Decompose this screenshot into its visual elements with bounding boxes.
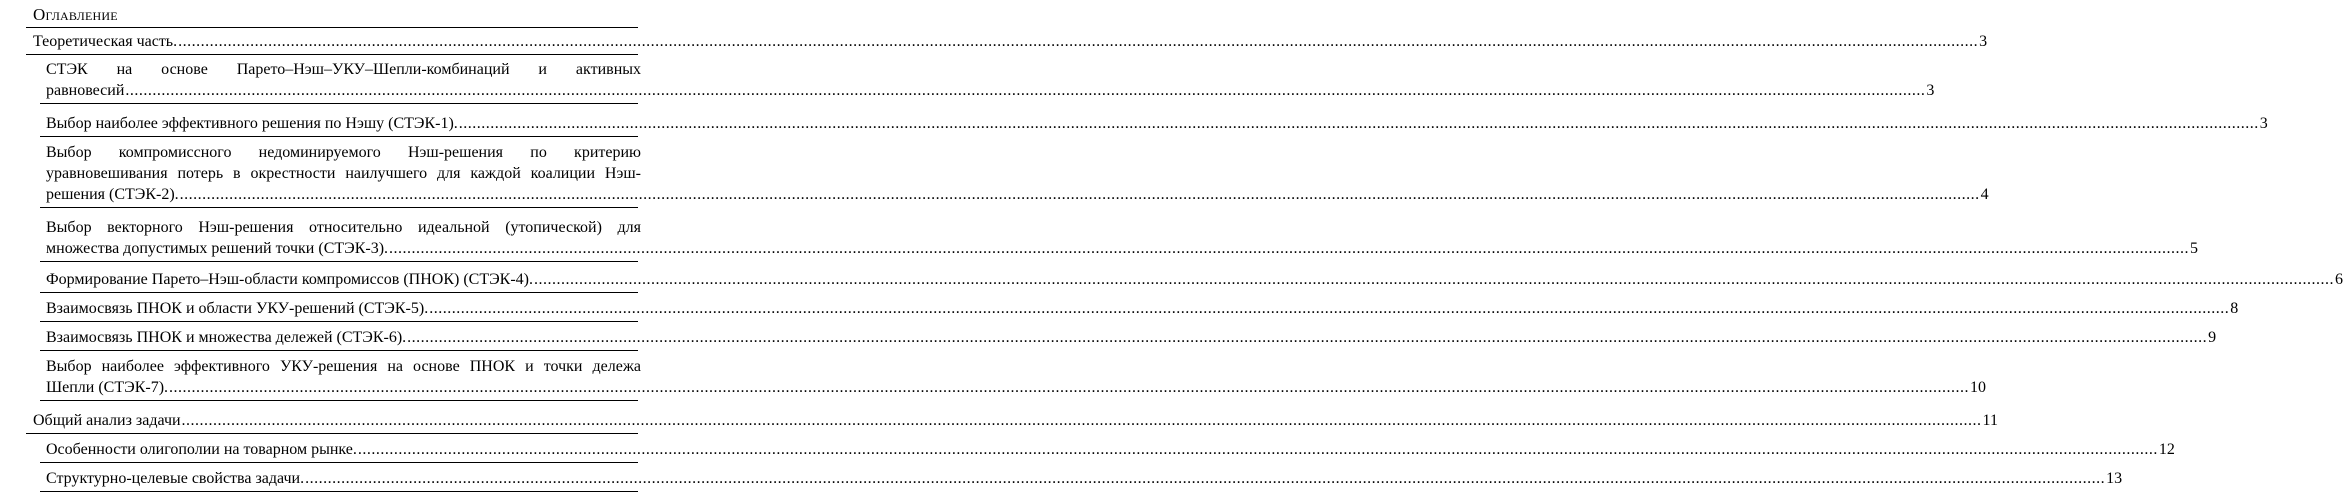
toc-entry-title: Теоретическая часть. — [33, 33, 178, 50]
toc-entry[interactable] — [46, 113, 2268, 134]
toc-entry-title: Выбор наиболее эффективного решения по Нэшу (СТЭК-1). — [46, 115, 458, 132]
toc-page-number: 5 — [2190, 240, 2199, 257]
toc-leader-dots: ................................................................................................................................................................................................................................................................................................................................................................................................................ — [389, 240, 2190, 257]
toc-entry-line: Выбор векторного Нэш-решения относительно идеальной (утопической) для — [46, 219, 641, 236]
toc-page-number: 11 — [1982, 412, 1998, 429]
toc-entry-last-line — [46, 468, 2123, 489]
toc-entry-line: Выбор компромиссного недоминируемого Нэш-решения по критерию — [46, 144, 641, 161]
toc-entry-last-line — [46, 439, 2175, 460]
toc-entry[interactable] — [33, 31, 1988, 52]
toc-leader-dots: ................................................................................................................................................................................................................................................................................................................................................................................................................ — [357, 441, 2158, 458]
toc-entry-last-line — [33, 31, 1988, 52]
toc-entry[interactable] — [46, 356, 1987, 398]
toc-page-number: 10 — [1970, 379, 1987, 396]
toc-page-number: 3 — [1979, 33, 1988, 50]
toc-entry-separator — [40, 261, 638, 262]
toc-entry[interactable] — [33, 410, 1998, 431]
toc-entry-last-line — [46, 377, 1987, 398]
toc-page-number: 9 — [2208, 329, 2217, 346]
toc-page-number: 13 — [2106, 470, 2123, 487]
toc-entry-separator — [40, 350, 638, 351]
toc-leader-dots: ................................................................................................................................................................................................................................................................................................................................................................................................................ — [181, 412, 1982, 429]
toc-entry[interactable] — [46, 298, 2239, 319]
toc-leader-dots: ................................................................................................................................................................................................................................................................................................................................................................................................................ — [305, 470, 2106, 487]
toc-page-number: 3 — [1926, 82, 1935, 99]
toc-entry-separator — [40, 491, 638, 492]
toc-page-number: 6 — [2335, 271, 2343, 288]
toc-entry-line: уравновешивания потерь в окрестности наилучшего для каждой коалиции Нэш- — [46, 165, 641, 182]
toc-leader-dots: ................................................................................................................................................................................................................................................................................................................................................................................................................ — [169, 379, 1970, 396]
toc-entry[interactable] — [46, 468, 2123, 489]
toc-leader-dots: ................................................................................................................................................................................................................................................................................................................................................................................................................ — [178, 33, 1979, 50]
toc-entry-separator — [26, 54, 638, 55]
toc-heading: Оглавление — [33, 5, 118, 24]
toc-page-number: 12 — [2158, 441, 2175, 458]
toc-entry-separator — [40, 207, 638, 208]
toc-entry-last-line — [33, 410, 1998, 431]
toc-entry-separator — [40, 103, 638, 104]
toc-entry[interactable] — [46, 59, 1935, 101]
toc-leader-dots: ................................................................................................................................................................................................................................................................................................................................................................................................................ — [458, 115, 2259, 132]
toc-entry-last-line — [46, 80, 1935, 101]
toc-entry-title: Взаимосвязь ПНОК и множества дележей (СТЭК-6). — [46, 329, 407, 346]
toc-entry-separator — [40, 292, 638, 293]
toc-entry-separator — [26, 433, 638, 434]
toc-entry-last-line — [46, 113, 2268, 134]
toc-entry-title: множества допустимых решений точки (СТЭК-3). — [46, 240, 389, 257]
toc-entry-last-line — [46, 327, 2217, 348]
toc-entry-separator — [40, 136, 638, 137]
toc-entry-title: решения (СТЭК-2). — [46, 186, 179, 203]
toc-entry[interactable] — [46, 142, 1989, 205]
toc-entry-last-line — [46, 298, 2239, 319]
toc-leader-dots: ................................................................................................................................................................................................................................................................................................................................................................................................................ — [407, 329, 2208, 346]
toc-leader-dots: ................................................................................................................................................................................................................................................................................................................................................................................................................ — [179, 186, 1980, 203]
toc-page-number: 3 — [2259, 115, 2268, 132]
toc-entry-last-line — [46, 269, 2343, 290]
toc-entry-title: равновесий — [46, 82, 125, 99]
toc-entry-title: Общий анализ задачи — [33, 412, 181, 429]
toc-page-number: 4 — [1980, 186, 1989, 203]
toc-entry-title: Взаимосвязь ПНОК и области УКУ-решений (СТЭК-5). — [46, 300, 429, 317]
toc-entry-line: Выбор наиболее эффективного УКУ-решения на основе ПНОК и точки дележа — [46, 358, 641, 375]
toc-entry-separator — [40, 400, 638, 401]
toc-entry[interactable] — [46, 327, 2217, 348]
toc-entry-title: Шепли (СТЭК-7). — [46, 379, 169, 396]
toc-leader-dots: ................................................................................................................................................................................................................................................................................................................................................................................................................ — [429, 300, 2230, 317]
toc-entry-title: Структурно-целевые свойства задачи. — [46, 470, 305, 487]
toc-entry-separator — [40, 321, 638, 322]
toc-entry[interactable] — [46, 217, 2199, 259]
toc-entry-last-line — [46, 238, 2199, 259]
toc-entry[interactable] — [46, 269, 2343, 290]
heading-rule — [26, 27, 638, 28]
toc-entry-title: Формирование Парето–Нэш-области компромиссов (ПНОК) (СТЭК-4). — [46, 271, 533, 288]
toc-entry-separator — [40, 462, 638, 463]
toc-page-number: 8 — [2230, 300, 2239, 317]
toc-entry[interactable] — [46, 439, 2175, 460]
toc-entry-title: Особенности олигополии на товарном рынке. — [46, 441, 357, 458]
toc-entry-last-line — [46, 184, 1989, 205]
toc-entry-line: СТЭК на основе Парето–Нэш–УКУ–Шепли-комбинаций и активных — [46, 61, 641, 78]
toc-leader-dots: ................................................................................................................................................................................................................................................................................................................................................................................................................ — [125, 82, 1926, 99]
toc-leader-dots: ................................................................................................................................................................................................................................................................................................................................................................................................................ — [534, 271, 2334, 288]
